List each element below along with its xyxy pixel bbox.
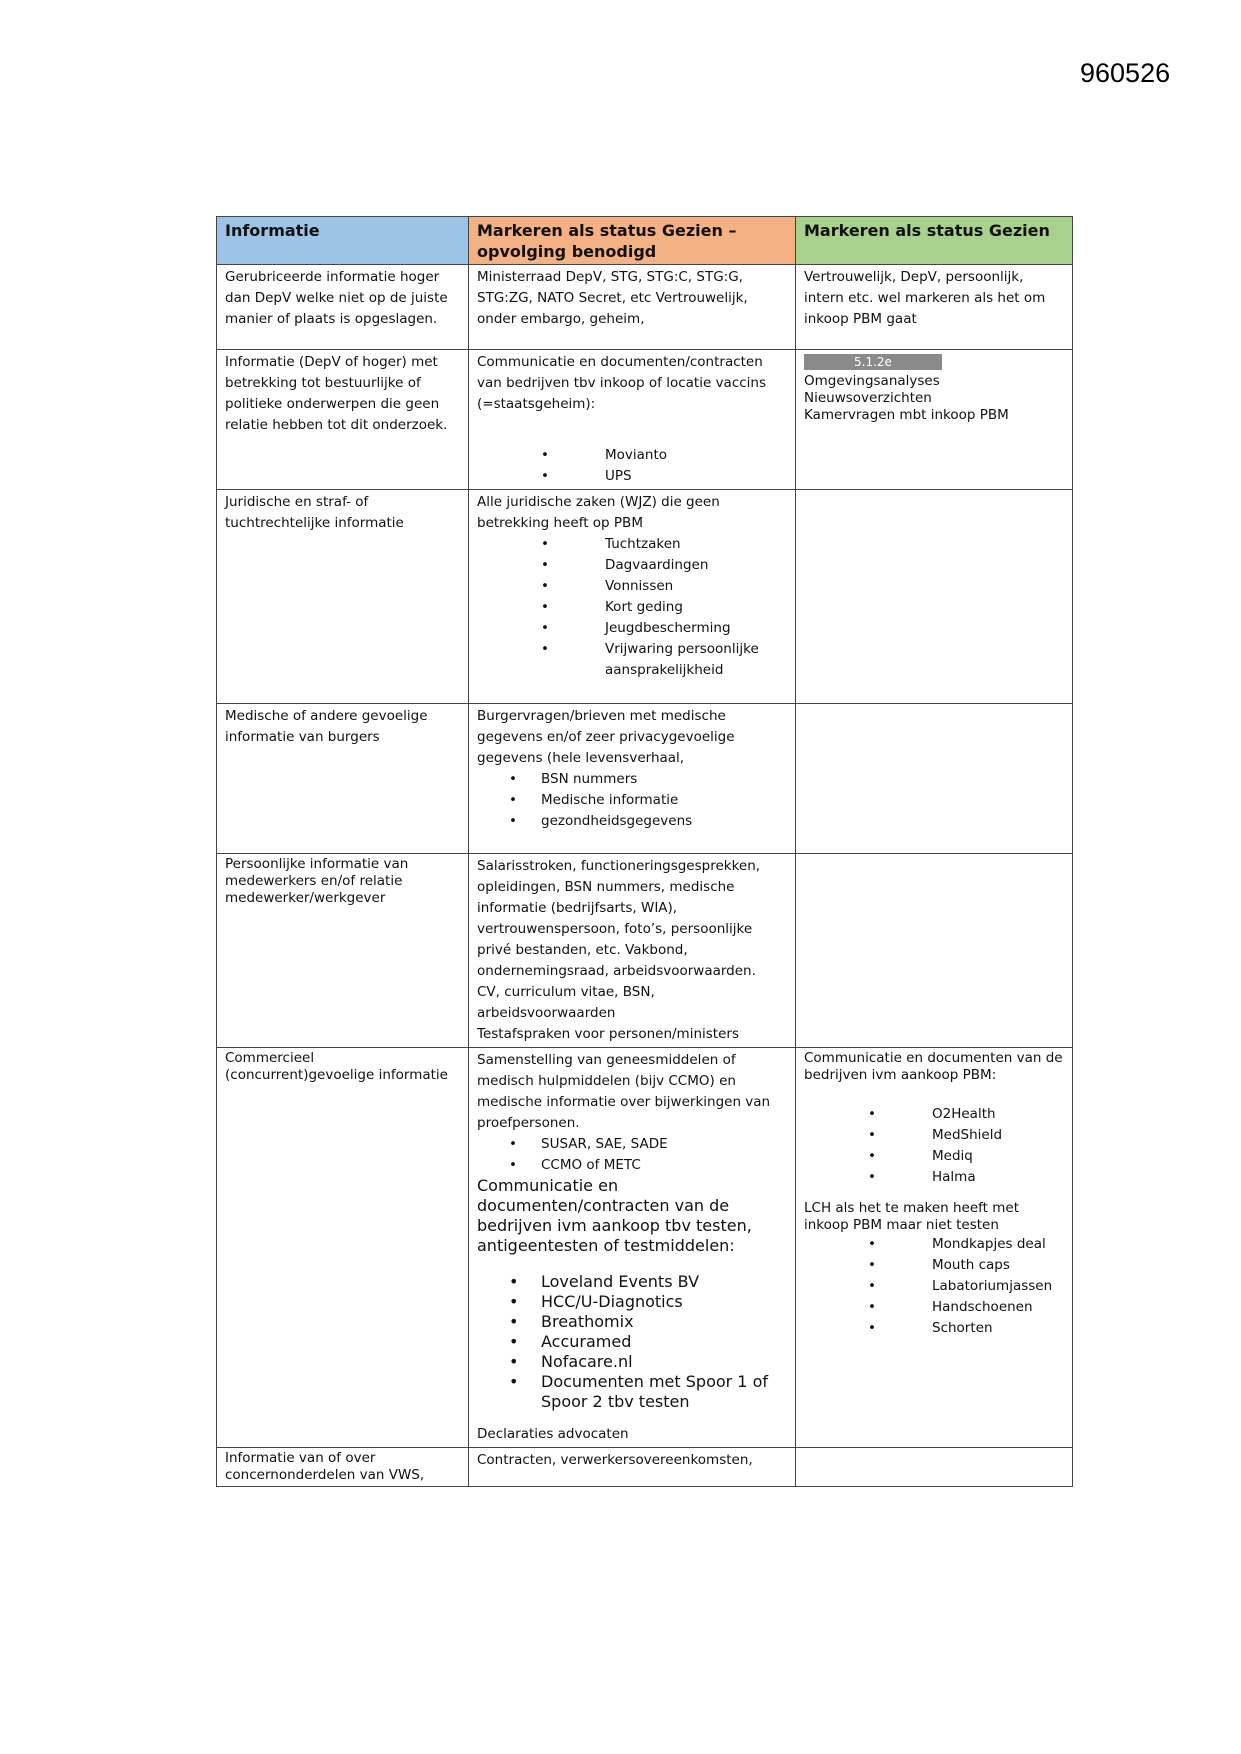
list-item: • Movianto (477, 445, 787, 466)
list-item: • SUSAR, SAE, SADE (477, 1134, 787, 1155)
table-row (217, 854, 1073, 1048)
info-cell: Juridische en straf- of tuchtrechtelijke informatie (217, 490, 469, 704)
list-item: • BSN nummers (477, 769, 787, 790)
seen-cell (796, 854, 1073, 1048)
list-item: • Dagvaardingen (477, 555, 787, 576)
list-item: • Accuramed (477, 1332, 787, 1352)
followup-list (477, 1134, 787, 1176)
followup-text: Burgervragen/brieven met medische gegevens en/of zeer privacygevoelige gegevens (hele levensverhaal, (477, 708, 735, 766)
list-item: • Kort geding (477, 597, 787, 618)
followup-cell: Ministerraad DepV, STG, STG:C, STG:G, STG:ZG, NATO Secret, etc Vertrouwelijk, onder embargo, geheim, (469, 265, 796, 350)
table-row (217, 1048, 1073, 1448)
header-informatie: Informatie (217, 217, 469, 265)
list-item: • UPS (477, 466, 787, 487)
followup-text: Samenstelling van geneesmiddelen of medisch hulpmiddelen (bijv CCMO) en medische informatie over bijwerkingen van proefpersonen. (477, 1052, 771, 1131)
info-cell: Informatie van of over concernonderdelen van VWS, (217, 1448, 469, 1487)
seen-cell (796, 1048, 1073, 1448)
seen-list (804, 1234, 1064, 1339)
list-item: • CCMO of METC (477, 1155, 787, 1176)
header-gezien-opvolging: Markeren als status Gezien – opvolging benodigd (469, 217, 796, 265)
list-item: • Documenten met Spoor 1 of Spoor 2 tbv testen (477, 1372, 787, 1412)
header-gezien: Markeren als status Gezien (796, 217, 1073, 265)
followup-cell (469, 704, 796, 854)
followup-text: Testafspraken voor personen/ministers (477, 1026, 739, 1042)
seen-line: Omgevingsanalyses (804, 373, 940, 389)
followup-list (477, 769, 787, 832)
seen-text: Communicatie en documenten van de bedrijven ivm aankoop PBM: (804, 1050, 1063, 1083)
list-item: • Medische informatie (477, 790, 787, 811)
seen-cell (796, 490, 1073, 704)
list-item: • Nofacare.nl (477, 1352, 787, 1372)
table-row (217, 704, 1073, 854)
redaction-mark: 5.1.2e (804, 354, 942, 370)
followup-list (477, 445, 787, 487)
followup-cell (469, 1048, 796, 1448)
followup-footer: Declaraties advocaten (477, 1426, 629, 1442)
list-item: • Handschoenen (804, 1297, 1064, 1318)
info-cell: Persoonlijke informatie van medewerkers en/of relatie medewerker/werkgever (217, 854, 469, 1048)
followup-cell: Contracten, verwerkersovereenkomsten, (469, 1448, 796, 1487)
followup-cell (469, 490, 796, 704)
list-item: • Breathomix (477, 1312, 787, 1332)
list-item: • Mondkapjes deal (804, 1234, 1064, 1255)
list-item: • Vonnissen (477, 576, 787, 597)
table-row (217, 350, 1073, 490)
seen-cell (796, 350, 1073, 490)
followup-cell (469, 854, 796, 1048)
list-item: • O2Health (804, 1104, 1064, 1125)
list-item: • gezondheidsgegevens (477, 811, 787, 832)
list-item: • Tuchtzaken (477, 534, 787, 555)
list-item: • Halma (804, 1167, 1064, 1188)
info-cell: Informatie (DepV of hoger) met betrekking tot bestuurlijke of politieke onderwerpen die geen relatie hebben tot dit onderzoek. (217, 350, 469, 490)
followup-text: Alle juridische zaken (WJZ) die geen betrekking heeft op PBM (477, 494, 720, 531)
seen-list (804, 1104, 1064, 1188)
followup-text: CV, curriculum vitae, BSN, arbeidsvoorwaarden (477, 984, 655, 1021)
seen-cell (796, 1448, 1073, 1487)
seen-line: Kamervragen mbt inkoop PBM (804, 407, 1009, 423)
list-item: • Loveland Events BV (477, 1272, 787, 1292)
seen-line: Nieuwsoverzichten (804, 390, 932, 406)
document-number: 960526 (1080, 58, 1171, 88)
followup-cell (469, 350, 796, 490)
list-item: • MedShield (804, 1125, 1064, 1146)
list-item: • Vrijwaring persoonlijke aansprakelijkheid (477, 639, 787, 681)
list-item: • HCC/U-Diagnotics (477, 1292, 787, 1312)
list-item: • Labatoriumjassen (804, 1276, 1064, 1297)
list-item: • Jeugdbescherming (477, 618, 787, 639)
table-row (217, 490, 1073, 704)
table-header-row (217, 217, 1073, 265)
info-cell: Gerubriceerde informatie hoger dan DepV welke niet op de juiste manier of plaats is opgeslagen. (217, 265, 469, 350)
seen-text: LCH als het te maken heeft met inkoop PBM maar niet testen (804, 1200, 1020, 1233)
seen-cell: Vertrouwelijk, DepV, persoonlijk, intern etc. wel markeren als het om inkoop PBM gaat (796, 265, 1073, 350)
list-item: • Schorten (804, 1318, 1064, 1339)
classification-table (216, 216, 1073, 1487)
seen-cell (796, 704, 1073, 854)
list-item: • Mediq (804, 1146, 1064, 1167)
info-cell: Medische of andere gevoelige informatie van burgers (217, 704, 469, 854)
table-row (217, 265, 1073, 350)
followup-list (477, 534, 787, 681)
followup-text: Salarisstroken, functioneringsgesprekken, opleidingen, BSN nummers, medische informatie (bedrijfsarts, WIA), vertrouwenspersoon, foto’s, persoonlijke privé bestanden, etc. Vakbond, ondernemingsraad, arbeidsvoorwaarden. (477, 858, 761, 979)
followup-text: Communicatie en documenten/contracten van bedrijven tbv inkoop of locatie vaccins (=staatsgeheim): (477, 354, 767, 412)
followup-list (477, 1272, 787, 1412)
info-cell: Commercieel (concurrent)gevoelige informatie (217, 1048, 469, 1448)
list-item: • Mouth caps (804, 1255, 1064, 1276)
followup-text: Communicatie en documenten/contracten van de bedrijven ivm aankoop tbv testen, antigeentesten of testmiddelen: (477, 1176, 752, 1255)
table-row (217, 1448, 1073, 1487)
